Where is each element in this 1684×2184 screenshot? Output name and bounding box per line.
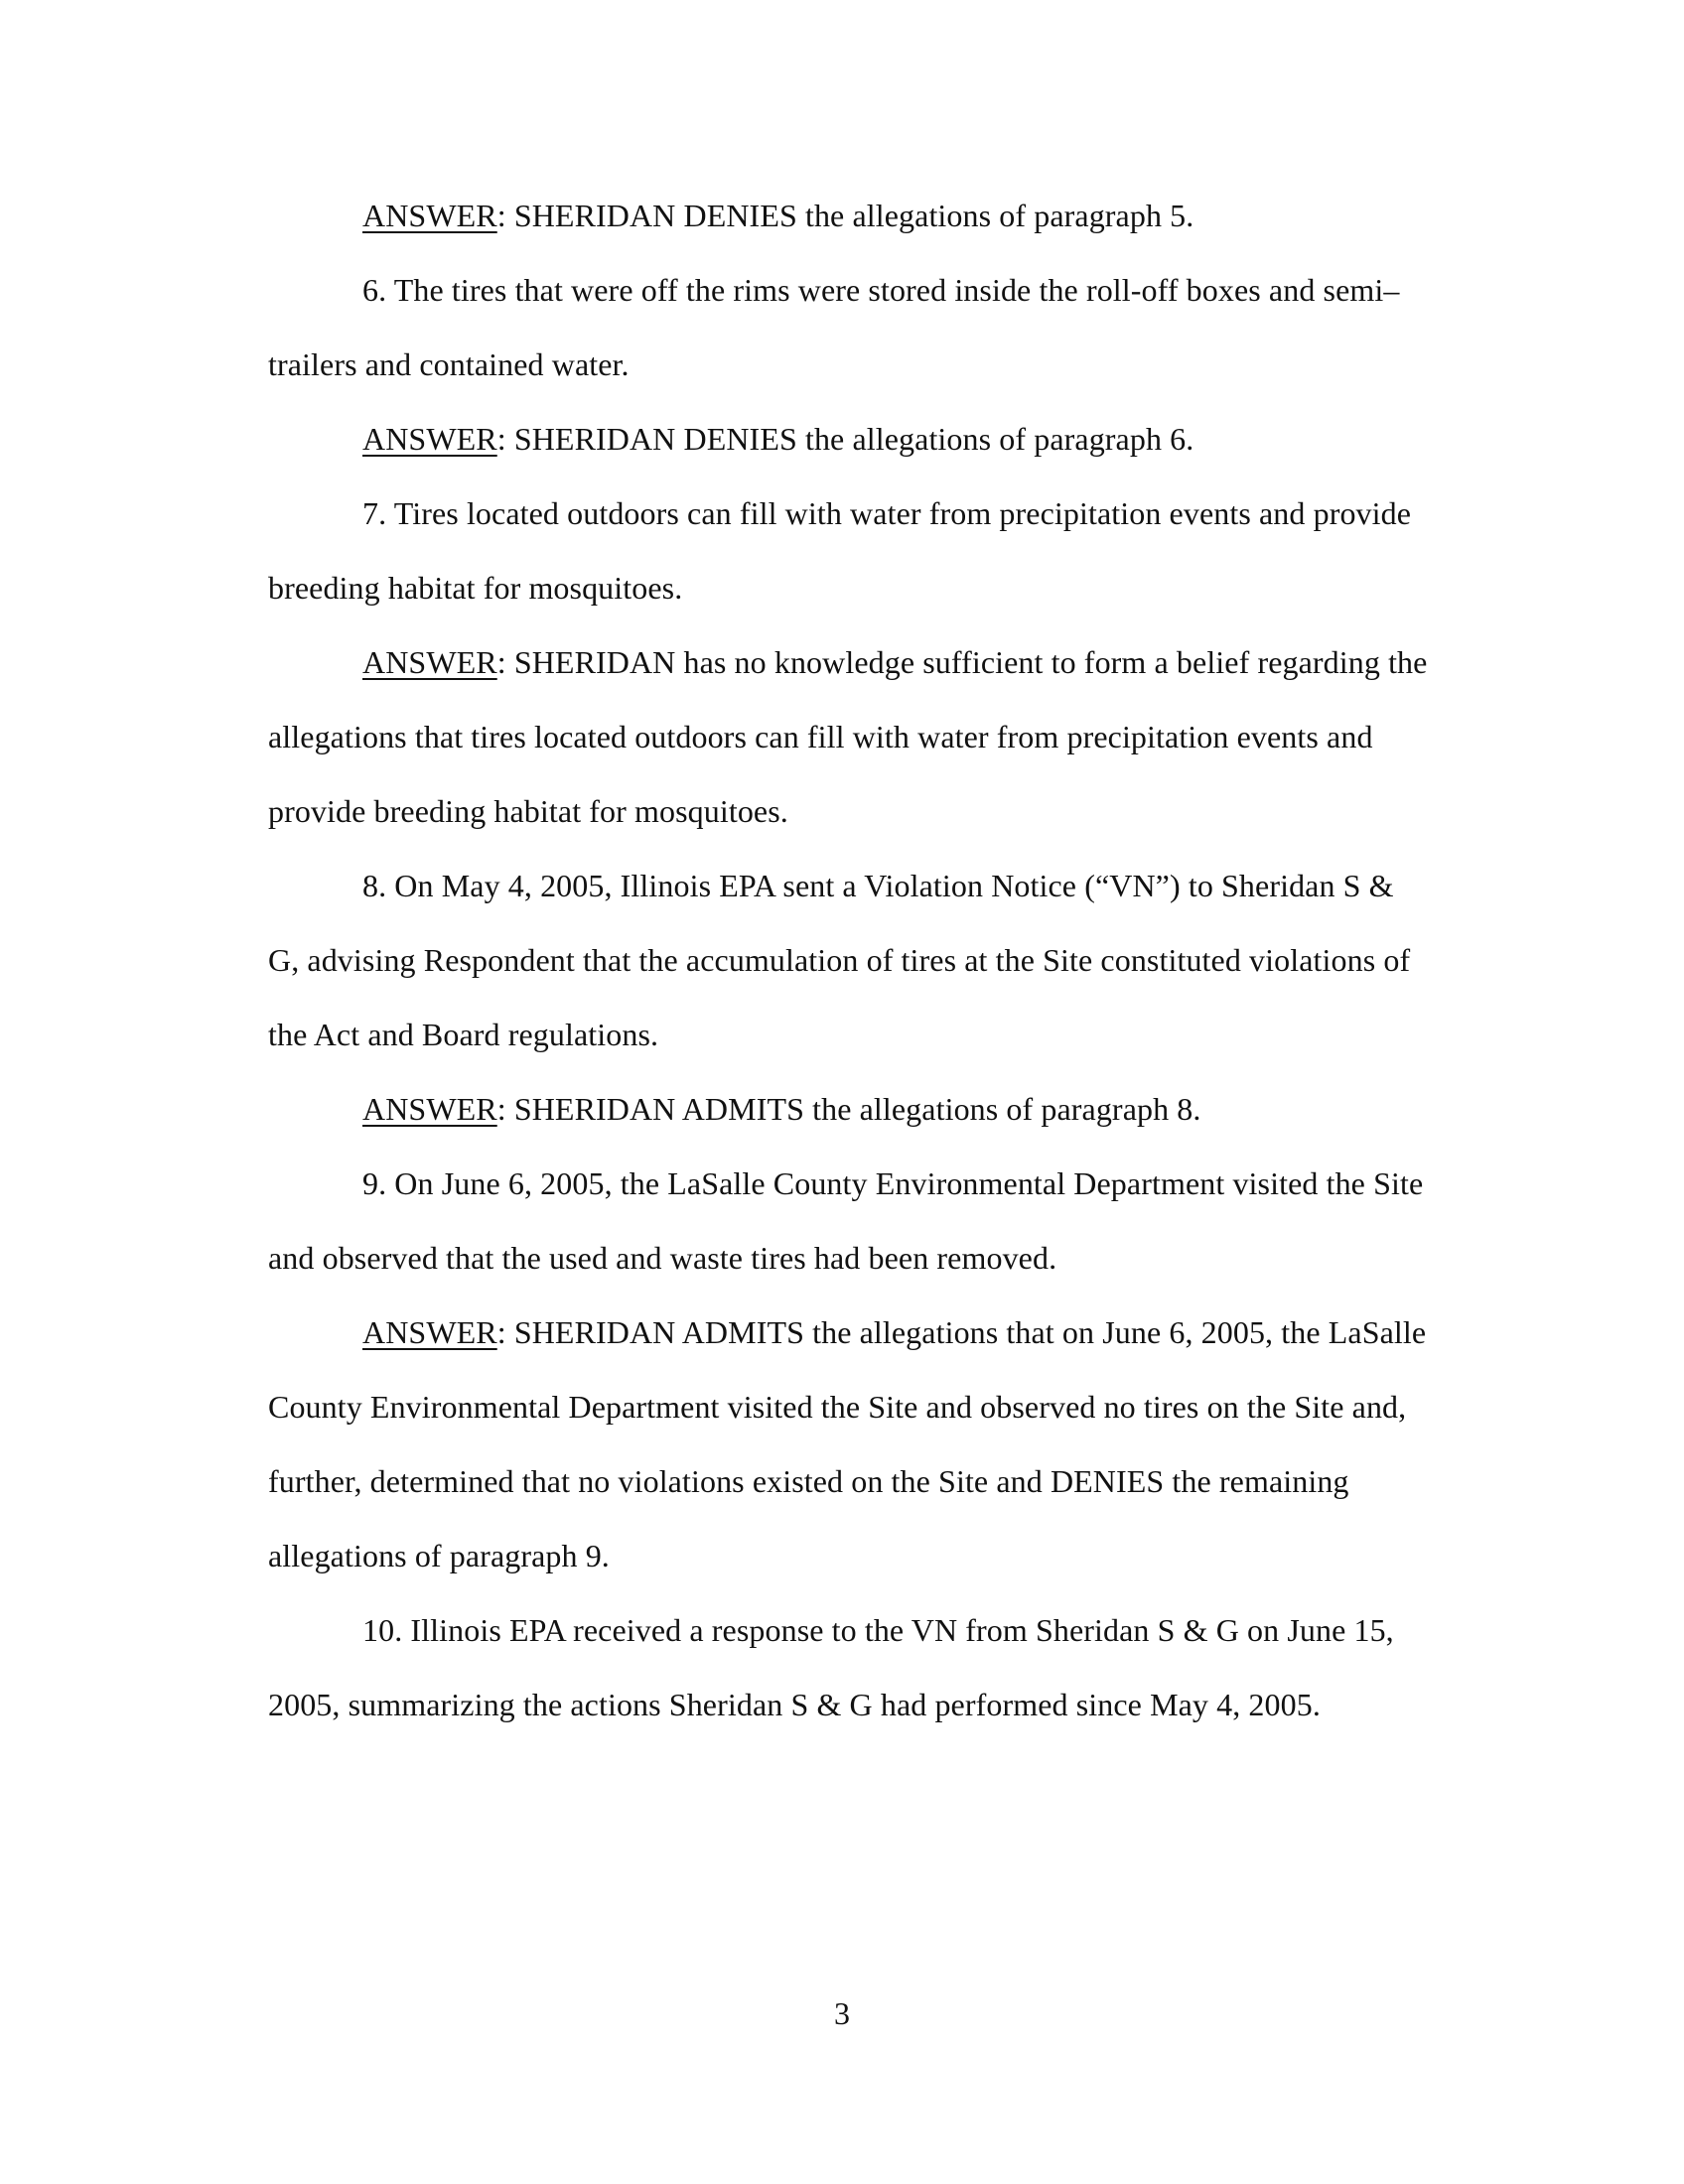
answer-separator: : <box>496 198 514 233</box>
answer-label: ANSWER <box>362 644 497 680</box>
answer-paragraph-7 <box>268 625 1430 849</box>
allegation-paragraph-7: 7. Tires located outdoors can fill with water from precipitation events and provide breeding habitat for mosquitoes. <box>268 495 1412 606</box>
allegation-paragraph-6: 6. The tires that were off the rims were stored inside the roll-off boxes and semi–trailers and contained water. <box>268 272 1400 382</box>
answer-label: ANSWER <box>362 421 497 457</box>
page-number: 3 <box>834 1995 850 2031</box>
answer-text: SHERIDAN has no knowledge sufficient to form a belief regarding the allegations that tires located outdoors can fill with water from precipitation events and provide breeding habitat for mosquitoes. <box>268 644 1428 829</box>
answer-paragraph-8 <box>268 1072 1430 1147</box>
answer-text: SHERIDAN DENIES the allegations of paragraph 5. <box>513 198 1194 233</box>
allegation-paragraph-9: 9. On June 6, 2005, the LaSalle County Environmental Department visited the Site and observed that the used and waste tires had been removed. <box>268 1165 1424 1276</box>
answer-text: SHERIDAN ADMITS the allegations that on June 6, 2005, the LaSalle County Environmental Department visited the Site and observed no tires on the Site and, further, determined that no violations existed on the Site and DENIES the remaining allegations of paragraph 9. <box>268 1314 1427 1573</box>
answer-separator: : <box>496 421 514 457</box>
answer-separator: : <box>496 644 514 680</box>
allegation-paragraph-8: 8. On May 4, 2005, Illinois EPA sent a Violation Notice (“VN”) to Sheridan S & G, advising Respondent that the accumulation of tires at the Site constituted violations of the Act and Board regulations. <box>268 868 1411 1052</box>
answer-label: ANSWER <box>362 198 497 233</box>
allegation-paragraph-10: 10. Illinois EPA received a response to the VN from Sheridan S & G on June 15, 2005, summarizing the actions Sheridan S & G had performed since May 4, 2005. <box>268 1612 1394 1722</box>
answer-paragraph-9 <box>268 1296 1430 1593</box>
answer-separator: : <box>496 1091 514 1127</box>
answer-label: ANSWER <box>362 1091 497 1127</box>
answer-paragraph-5 <box>268 179 1430 253</box>
answer-text: SHERIDAN ADMITS the allegations of paragraph 8. <box>513 1091 1201 1127</box>
answer-paragraph-6 <box>268 402 1430 477</box>
answer-separator: : <box>496 1314 514 1350</box>
answer-label: ANSWER <box>362 1314 497 1350</box>
document-body <box>268 179 1430 1742</box>
answer-text: SHERIDAN DENIES the allegations of paragraph 6. <box>513 421 1194 457</box>
